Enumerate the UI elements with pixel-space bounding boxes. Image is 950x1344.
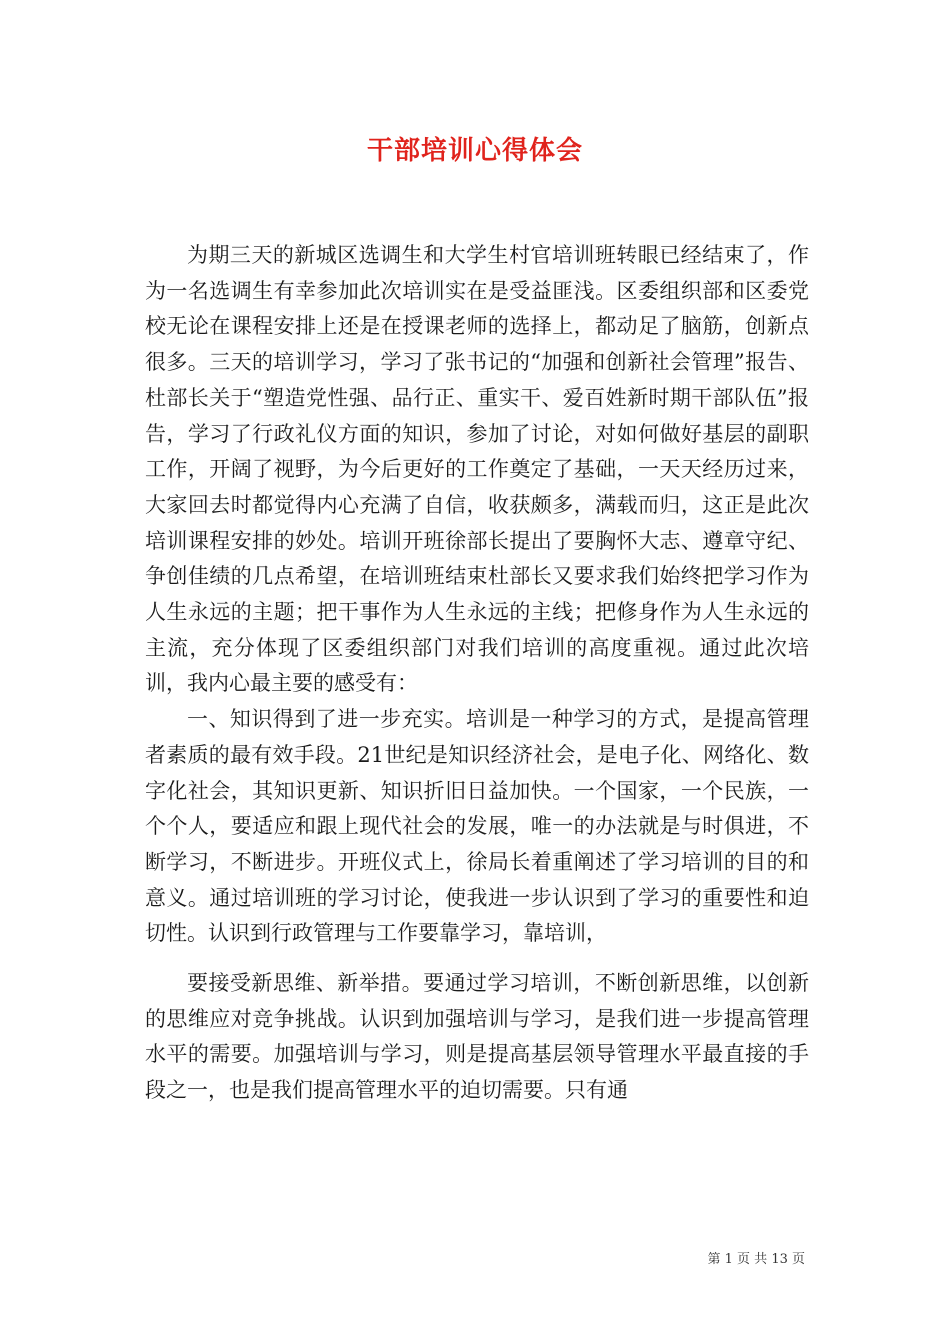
paragraph-knowledge: 一、知识得到了进一步充实。培训是一种学习的方式，是提高管理者素质的最有效手段。21世纪是知识经济社会，是电子化、网络化、数字化社会，其知识更新、知识折旧日益加快。一个国家，一个民族，一个个人，要适应和跟上现代社会的发展，唯一的办法就是与时俱进，不断学习，不断进步。开班仪式上，徐局长着重阐述了学习培训的目的和意义。通过培训班的学习讨论，使我进一步认识到了学习的重要性和迫切性。认识到行政管理与工作要靠学习，靠培训， bbox=[145, 707, 809, 946]
document-body bbox=[145, 238, 809, 1109]
document-title: 干部培训心得体会 bbox=[366, 136, 583, 166]
page-number: 第 1 页 共 13 页 bbox=[707, 1252, 805, 1267]
paragraph-intro: 为期三天的新城区选调生和大学生村官培训班转眼已经结束了，作为一名选调生有幸参加此次培训实在是受益匪浅。区委组织部和区委党校无论在课程安排上还是在授课老师的选择上，都动足了脑筋，创新点很多。三天的培训学习，学习了张书记的“加强和创新社会管理”报告、杜部长关于“塑造党性强、品行正、重实干、爱百姓新时期干部队伍”报告，学习了行政礼仪方面的知识，参加了讨论，对如何做好基层的副职工作，开阔了视野，为今后更好的工作奠定了基础，一天天经历过来，大家回去时都觉得内心充满了自信，收获颇多，满载而归，这正是此次培训课程安排的妙处。培训开班徐部长提出了要胸怀大志、遵章守纪、争创佳绩的几点希望，在培训班结束杜部长又要求我们始终把学习作为人生永远的主题；把干事作为人生永远的主线；把修身作为人生永远的主流，充分体现了区委组织部门对我们培训的高度重视。通过此次培训，我内心最主要的感受有： bbox=[145, 243, 809, 696]
paragraph-new-thinking: 要接受新思维、新举措。要通过学习培训，不断创新思维，以创新的思维应对竞争挑战。认识到加强培训与学习，是我们进一步提高管理水平的需要。加强培训与学习，则是提高基层领导管理水平最直接的手段之一，也是我们提高管理水平的迫切需要。只有通 bbox=[145, 971, 809, 1103]
